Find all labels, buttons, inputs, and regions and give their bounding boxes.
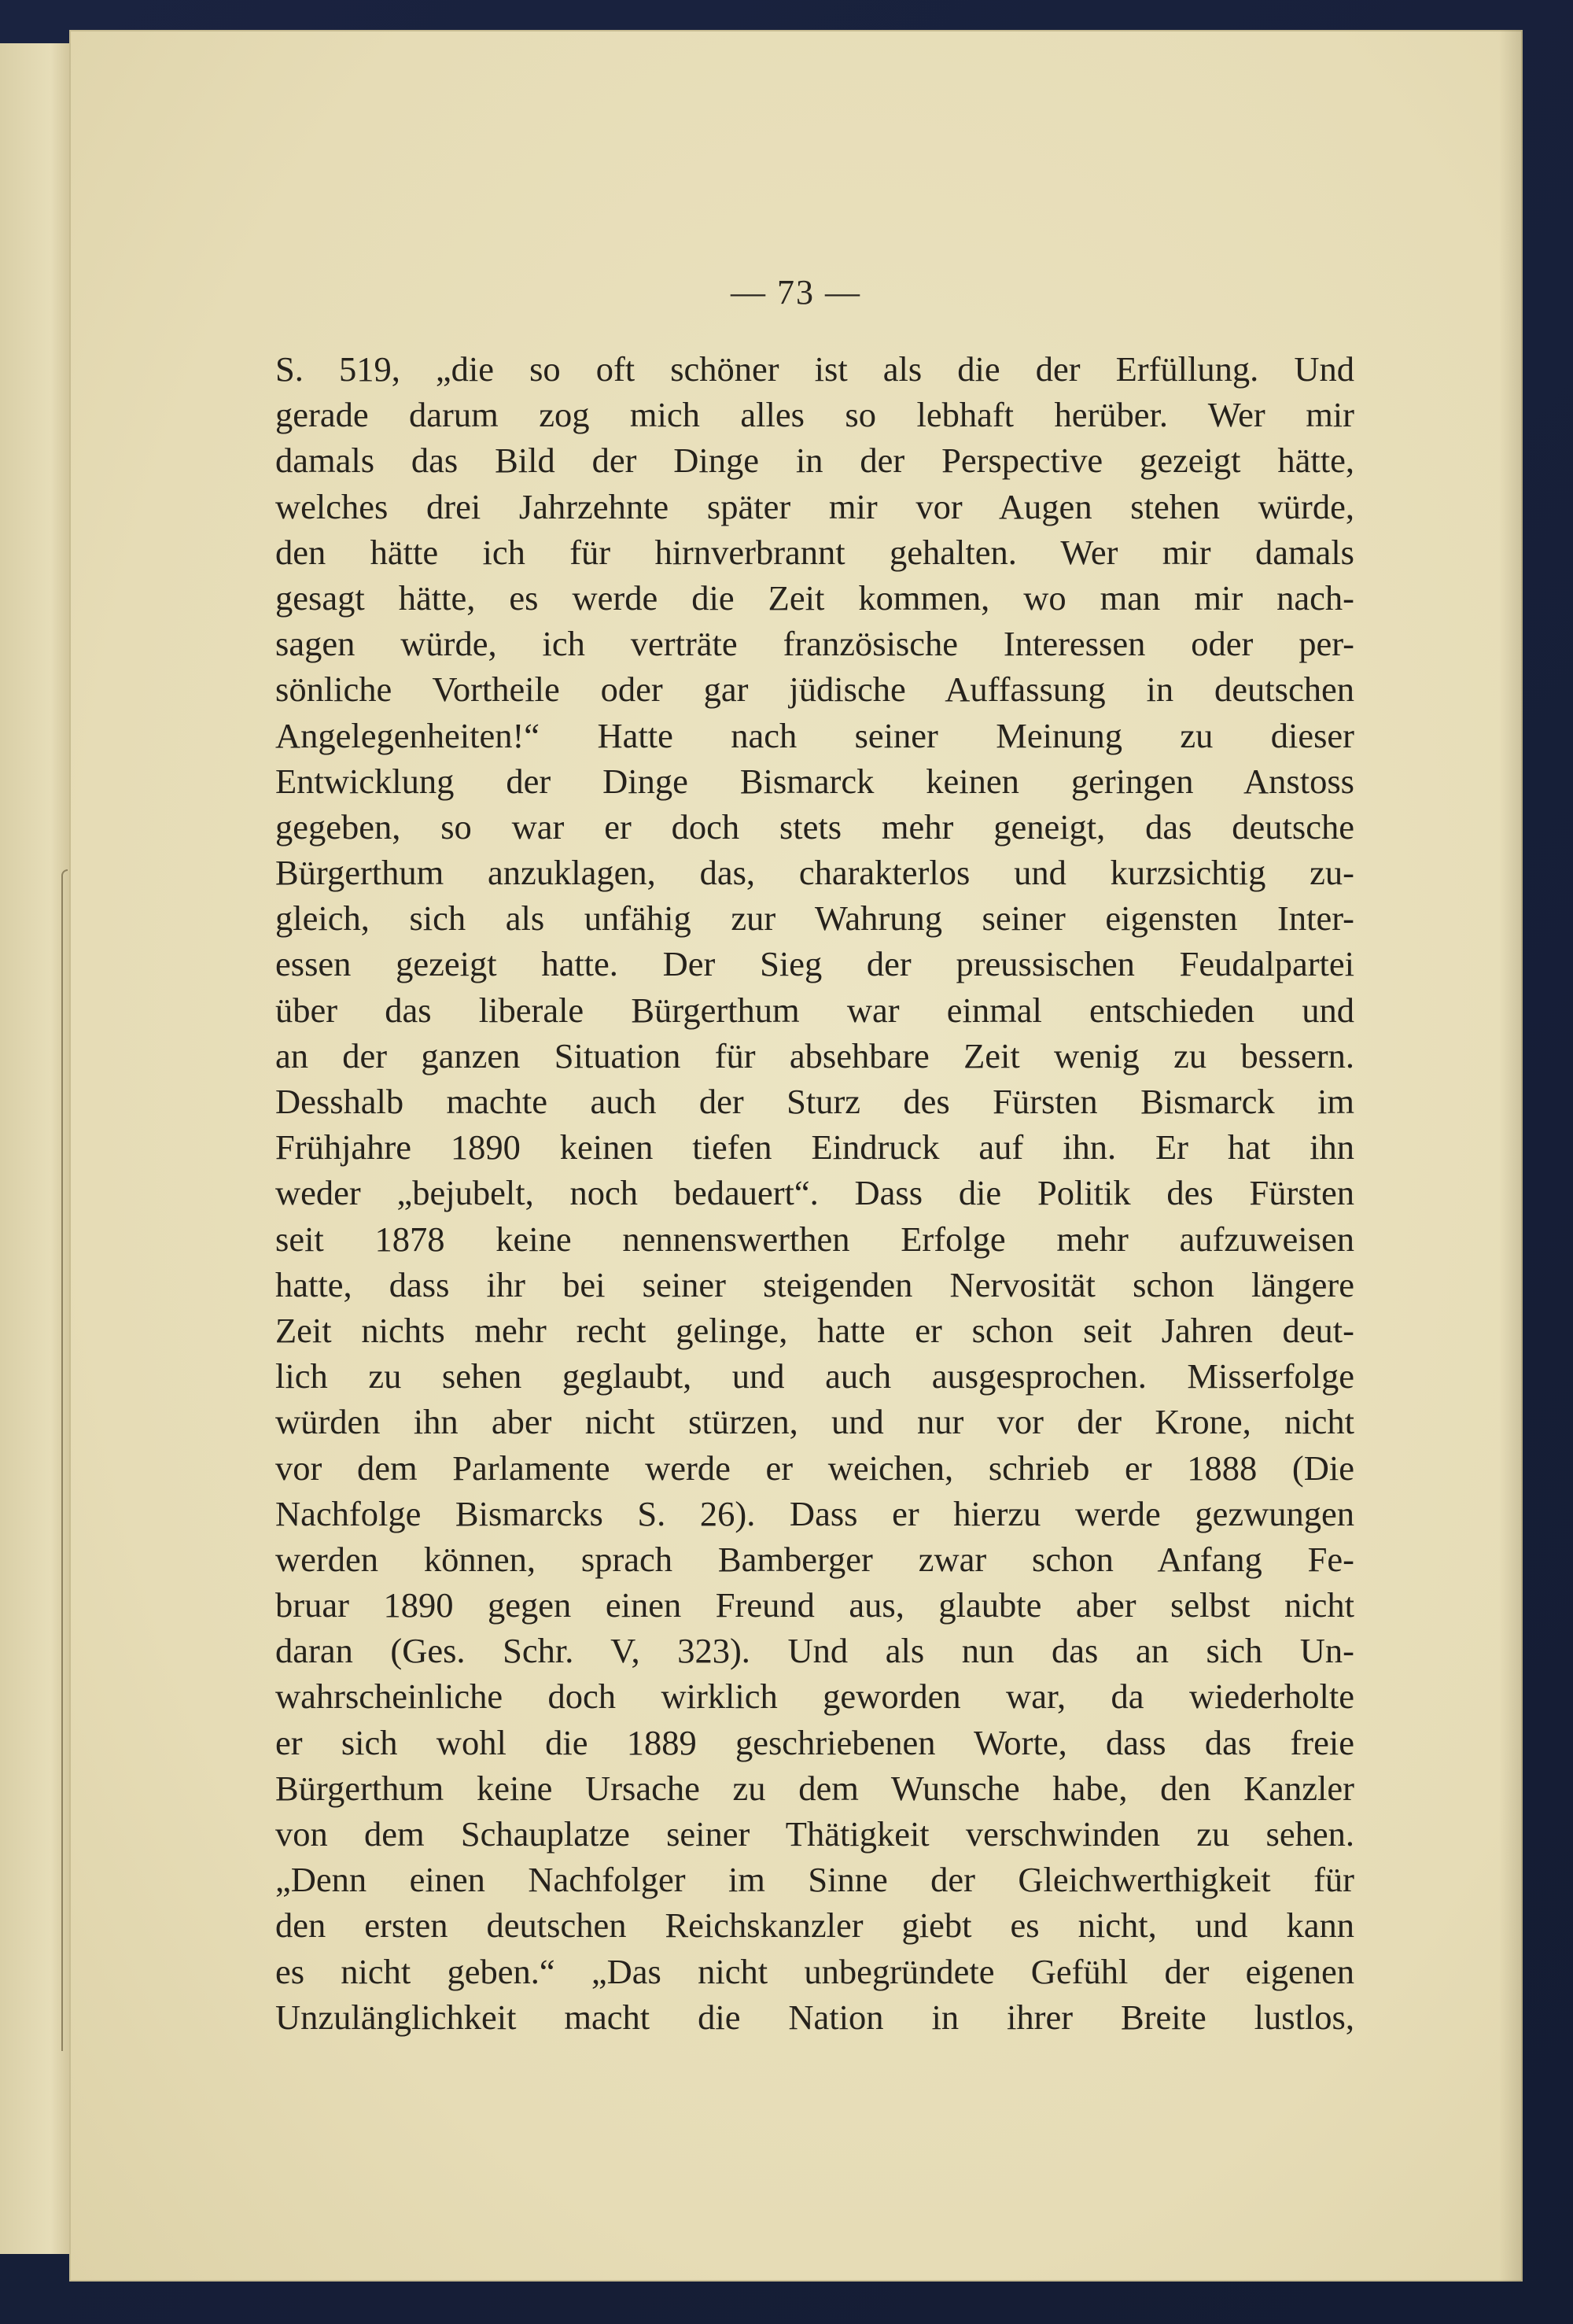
text-line: bruar 1890 gegen einen Freund aus, glaubte aber selbst nicht xyxy=(275,1585,1354,1625)
text-line: „Denn einen Nachfolger im Sinne der Gleichwerthigkeit für xyxy=(275,1860,1354,1900)
text-line: welches drei Jahrzehnte später mir vor Augen stehen würde, xyxy=(275,486,1354,526)
text-line: sagen würde, ich verträte französische Interessen oder per- xyxy=(275,624,1354,664)
text-line: Desshalb machte auch der Sturz des Fürsten Bismarck im xyxy=(275,1082,1354,1121)
facing-page-edge xyxy=(0,43,74,2254)
text-line: Bürgerthum anzuklagen, das, charakterlos und kurzsichtig zu- xyxy=(275,853,1354,893)
text-line: gesagt hätte, es werde die Zeit kommen, wo man mir nach- xyxy=(275,577,1354,618)
text-line: seit 1878 keine nennenswerthen Erfolge mehr aufzuweisen xyxy=(275,1219,1354,1259)
text-line: hatte, dass ihr bei seiner steigenden Nervosität schon längere xyxy=(275,1264,1354,1304)
text-line: Zeit nichts mehr recht gelinge, hatte er schon seit Jahren deut- xyxy=(275,1310,1354,1350)
text-line: weder „bejubelt, noch bedauert“. Dass die Politik des Fürsten xyxy=(275,1173,1354,1213)
text-line: würden ihn aber nicht stürzen, und nur vor der Krone, nicht xyxy=(275,1402,1354,1442)
text-line: daran (Ges. Schr. V, 323). Und als nun das an sich Un- xyxy=(275,1631,1354,1671)
page-number: — 73 — xyxy=(731,273,861,312)
text-line: S. 519, „die so oft schöner ist als die der Erfüllung. Und xyxy=(275,349,1354,389)
text-line: an der ganzen Situation für absehbare Zeit wenig zu bessern. xyxy=(275,1035,1354,1075)
text-line: gegeben, so war er doch stets mehr geneigt, das deutsche xyxy=(275,806,1354,847)
text-line: über das liberale Bürgerthum war einmal entschieden und xyxy=(275,990,1354,1030)
text-line: lich zu sehen geglaubt, und auch ausgesprochen. Misserfolge xyxy=(275,1356,1354,1396)
text-line: Bürgerthum keine Ursache zu dem Wunsche habe, den Kanzler xyxy=(275,1768,1354,1808)
text-line: den ersten deutschen Reichskanzler giebt es nicht, und kann xyxy=(275,1905,1354,1946)
text-line: Angelegenheiten!“ Hatte nach seiner Meinung zu dieser xyxy=(275,715,1354,755)
text-line: sönliche Vortheile oder gar jüdische Auffassung in deutschen xyxy=(275,670,1354,710)
text-line: Frühjahre 1890 keinen tiefen Eindruck auf ihn. Er hat ihn xyxy=(275,1127,1354,1168)
text-line: den hätte ich für hirnverbrannt gehalten. Wer mir damals xyxy=(275,532,1354,572)
text-line: gleich, sich als unfähig zur Wahrung seiner eigensten Inter- xyxy=(275,898,1354,939)
text-line: Entwicklung der Dinge Bismarck keinen geringen Anstoss xyxy=(275,761,1354,801)
book-page xyxy=(69,30,1523,2282)
text-line: essen gezeigt hatte. Der Sieg der preussischen Feudalpartei xyxy=(275,944,1354,984)
body-text xyxy=(275,346,1354,2040)
binding-edge xyxy=(61,869,68,2051)
text-line: wahrscheinliche doch wirklich geworden war, da wiederholte xyxy=(275,1677,1354,1717)
text-line: Unzulänglichkeit macht die Nation in ihrer Breite lustlos, xyxy=(275,1997,1354,2037)
text-line: damals das Bild der Dinge in der Perspective gezeigt hätte, xyxy=(275,441,1354,481)
text-line: Nachfolge Bismarcks S. 26). Dass er hierzu werde gezwungen xyxy=(275,1493,1354,1533)
page-shadow xyxy=(1499,30,1523,2282)
text-line: gerade darum zog mich alles so lebhaft herüber. Wer mir xyxy=(275,395,1354,435)
text-line: von dem Schauplatze seiner Thätigkeit verschwinden zu sehen. xyxy=(275,1814,1354,1854)
text-line: werden können, sprach Bamberger zwar schon Anfang Fe- xyxy=(275,1539,1354,1579)
text-line: es nicht geben.“ „Das nicht unbegründete Gefühl der eigenen xyxy=(275,1951,1354,1991)
text-line: er sich wohl die 1889 geschriebenen Worte, dass das freie xyxy=(275,1722,1354,1762)
text-line: vor dem Parlamente werde er weichen, schrieb er 1888 (Die xyxy=(275,1448,1354,1488)
